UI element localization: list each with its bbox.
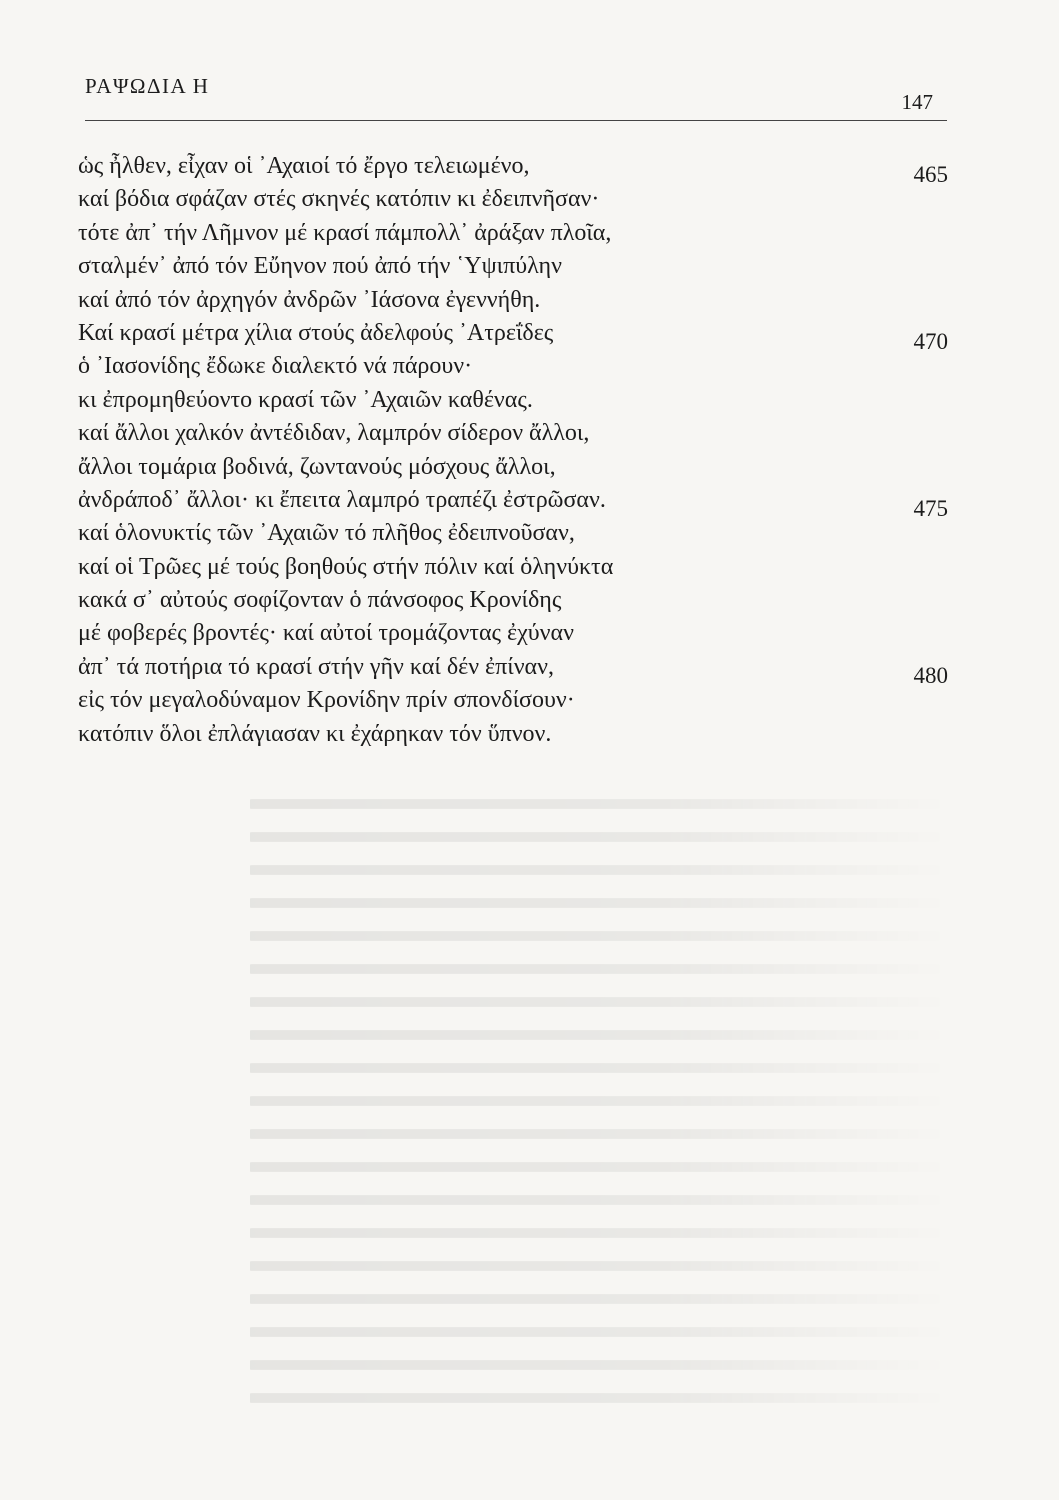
verse-line bbox=[78, 417, 948, 450]
verse-text: ἀνδράποδ᾿ ἄλλοι· κι ἔπειτα λαμπρό τραπέζι ἐστρῶσαν. bbox=[78, 486, 606, 513]
verse-text: καί ἄλλοι χαλκόν ἀντέδιδαν, λαμπρόν σίδερον ἄλλοι, bbox=[78, 420, 590, 447]
header-rule bbox=[85, 120, 947, 121]
verse-line bbox=[78, 217, 948, 250]
verse-text: καί ἀπό τόν ἀρχηγόν ἀνδρῶν ᾿Ιάσονα ἐγεννήθη. bbox=[78, 286, 541, 313]
verse-text: κακά σ᾿ αὐτούς σοφίζονταν ὁ πάνσοφος Κρονίδης bbox=[78, 587, 562, 614]
verse-list bbox=[78, 150, 948, 751]
verse-text: ὁ ᾿Ιασονίδης ἔδωκε διαλεκτό νά πάρουν· bbox=[78, 353, 473, 380]
verse-text: Καί κρασί μέτρα χίλια στούς ἀδελφούς ᾿Ατρεΐδες bbox=[78, 319, 554, 346]
verse-text: σταλμέν᾿ ἀπό τόν Εὔηνον πού ἀπό τήν ῾Υψιπύλην bbox=[78, 253, 562, 280]
verse-line bbox=[78, 684, 948, 717]
verse-text: μέ φοβερές βροντές· καί αὐτοί τρομάζοντας ἐχύναν bbox=[78, 620, 574, 647]
verse-line bbox=[78, 150, 948, 187]
bleed-through-texture bbox=[250, 790, 950, 1430]
verse-text: τότε ἀπ᾿ τήν Λῆμνον μέ κρασί πάμπολλ᾿ ἀράξαν πλοῖα, bbox=[78, 219, 612, 246]
verse-text: κατόπιν ὅλοι ἐπλάγιασαν κι ἐχάρηκαν τόν ὕπνον. bbox=[78, 720, 552, 747]
line-number: 465 bbox=[913, 162, 948, 187]
verse-text: ἄλλοι τομάρια βοδινά, ζωντανούς μόσχους ἄλλοι, bbox=[78, 453, 556, 480]
verse-text: καί βόδια σφάζαν στές σκηνές κατόπιν κι ἐδειπνῆσαν· bbox=[78, 186, 600, 213]
verse-line bbox=[78, 584, 948, 617]
verse-line bbox=[78, 317, 948, 354]
verse-line bbox=[78, 484, 948, 521]
verse-line bbox=[78, 451, 948, 484]
verse-line bbox=[78, 617, 948, 650]
verse-line bbox=[78, 551, 948, 584]
page-header bbox=[85, 68, 945, 114]
verse-line bbox=[78, 350, 948, 383]
verse-line bbox=[78, 183, 948, 216]
verse-line bbox=[78, 517, 948, 550]
verse-text: καί οἱ Τρῶες μέ τούς βοηθούς στήν πόλιν καί ὁληνύκτα bbox=[78, 553, 614, 580]
verse-text: καί ὁλονυκτίς τῶν ᾿Αχαιῶν τό πλῆθος ἐδειπνοῦσαν, bbox=[78, 520, 575, 547]
line-number: 475 bbox=[913, 495, 948, 521]
verse-text: ἀπ᾿ τά ποτήρια τό κρασί στήν γῆν καί δέν ἐπίναν, bbox=[78, 653, 554, 680]
verse-text: εἰς τόν μεγαλοδύναμον Κρονίδην πρίν σπονδίσουν· bbox=[78, 687, 575, 714]
page-number: 147 bbox=[901, 90, 933, 114]
running-head: ΡΑΨΩΔΙΑ Η bbox=[85, 74, 210, 98]
verse-line bbox=[78, 284, 948, 317]
verse-line bbox=[78, 718, 948, 751]
verse-text: ὡς ἦλθεν, εἶχαν οἱ ᾿Αχαιοί τό ἔργο τελειωμένο, bbox=[78, 153, 530, 179]
verse-line bbox=[78, 651, 948, 688]
line-number: 470 bbox=[913, 328, 948, 354]
line-number: 480 bbox=[913, 662, 948, 688]
verse-line bbox=[78, 384, 948, 417]
verse-line bbox=[78, 250, 948, 283]
verse-text: κι ἐπρομηθεύοντο κρασί τῶν ᾿Αχαιῶν καθένας. bbox=[78, 386, 533, 413]
